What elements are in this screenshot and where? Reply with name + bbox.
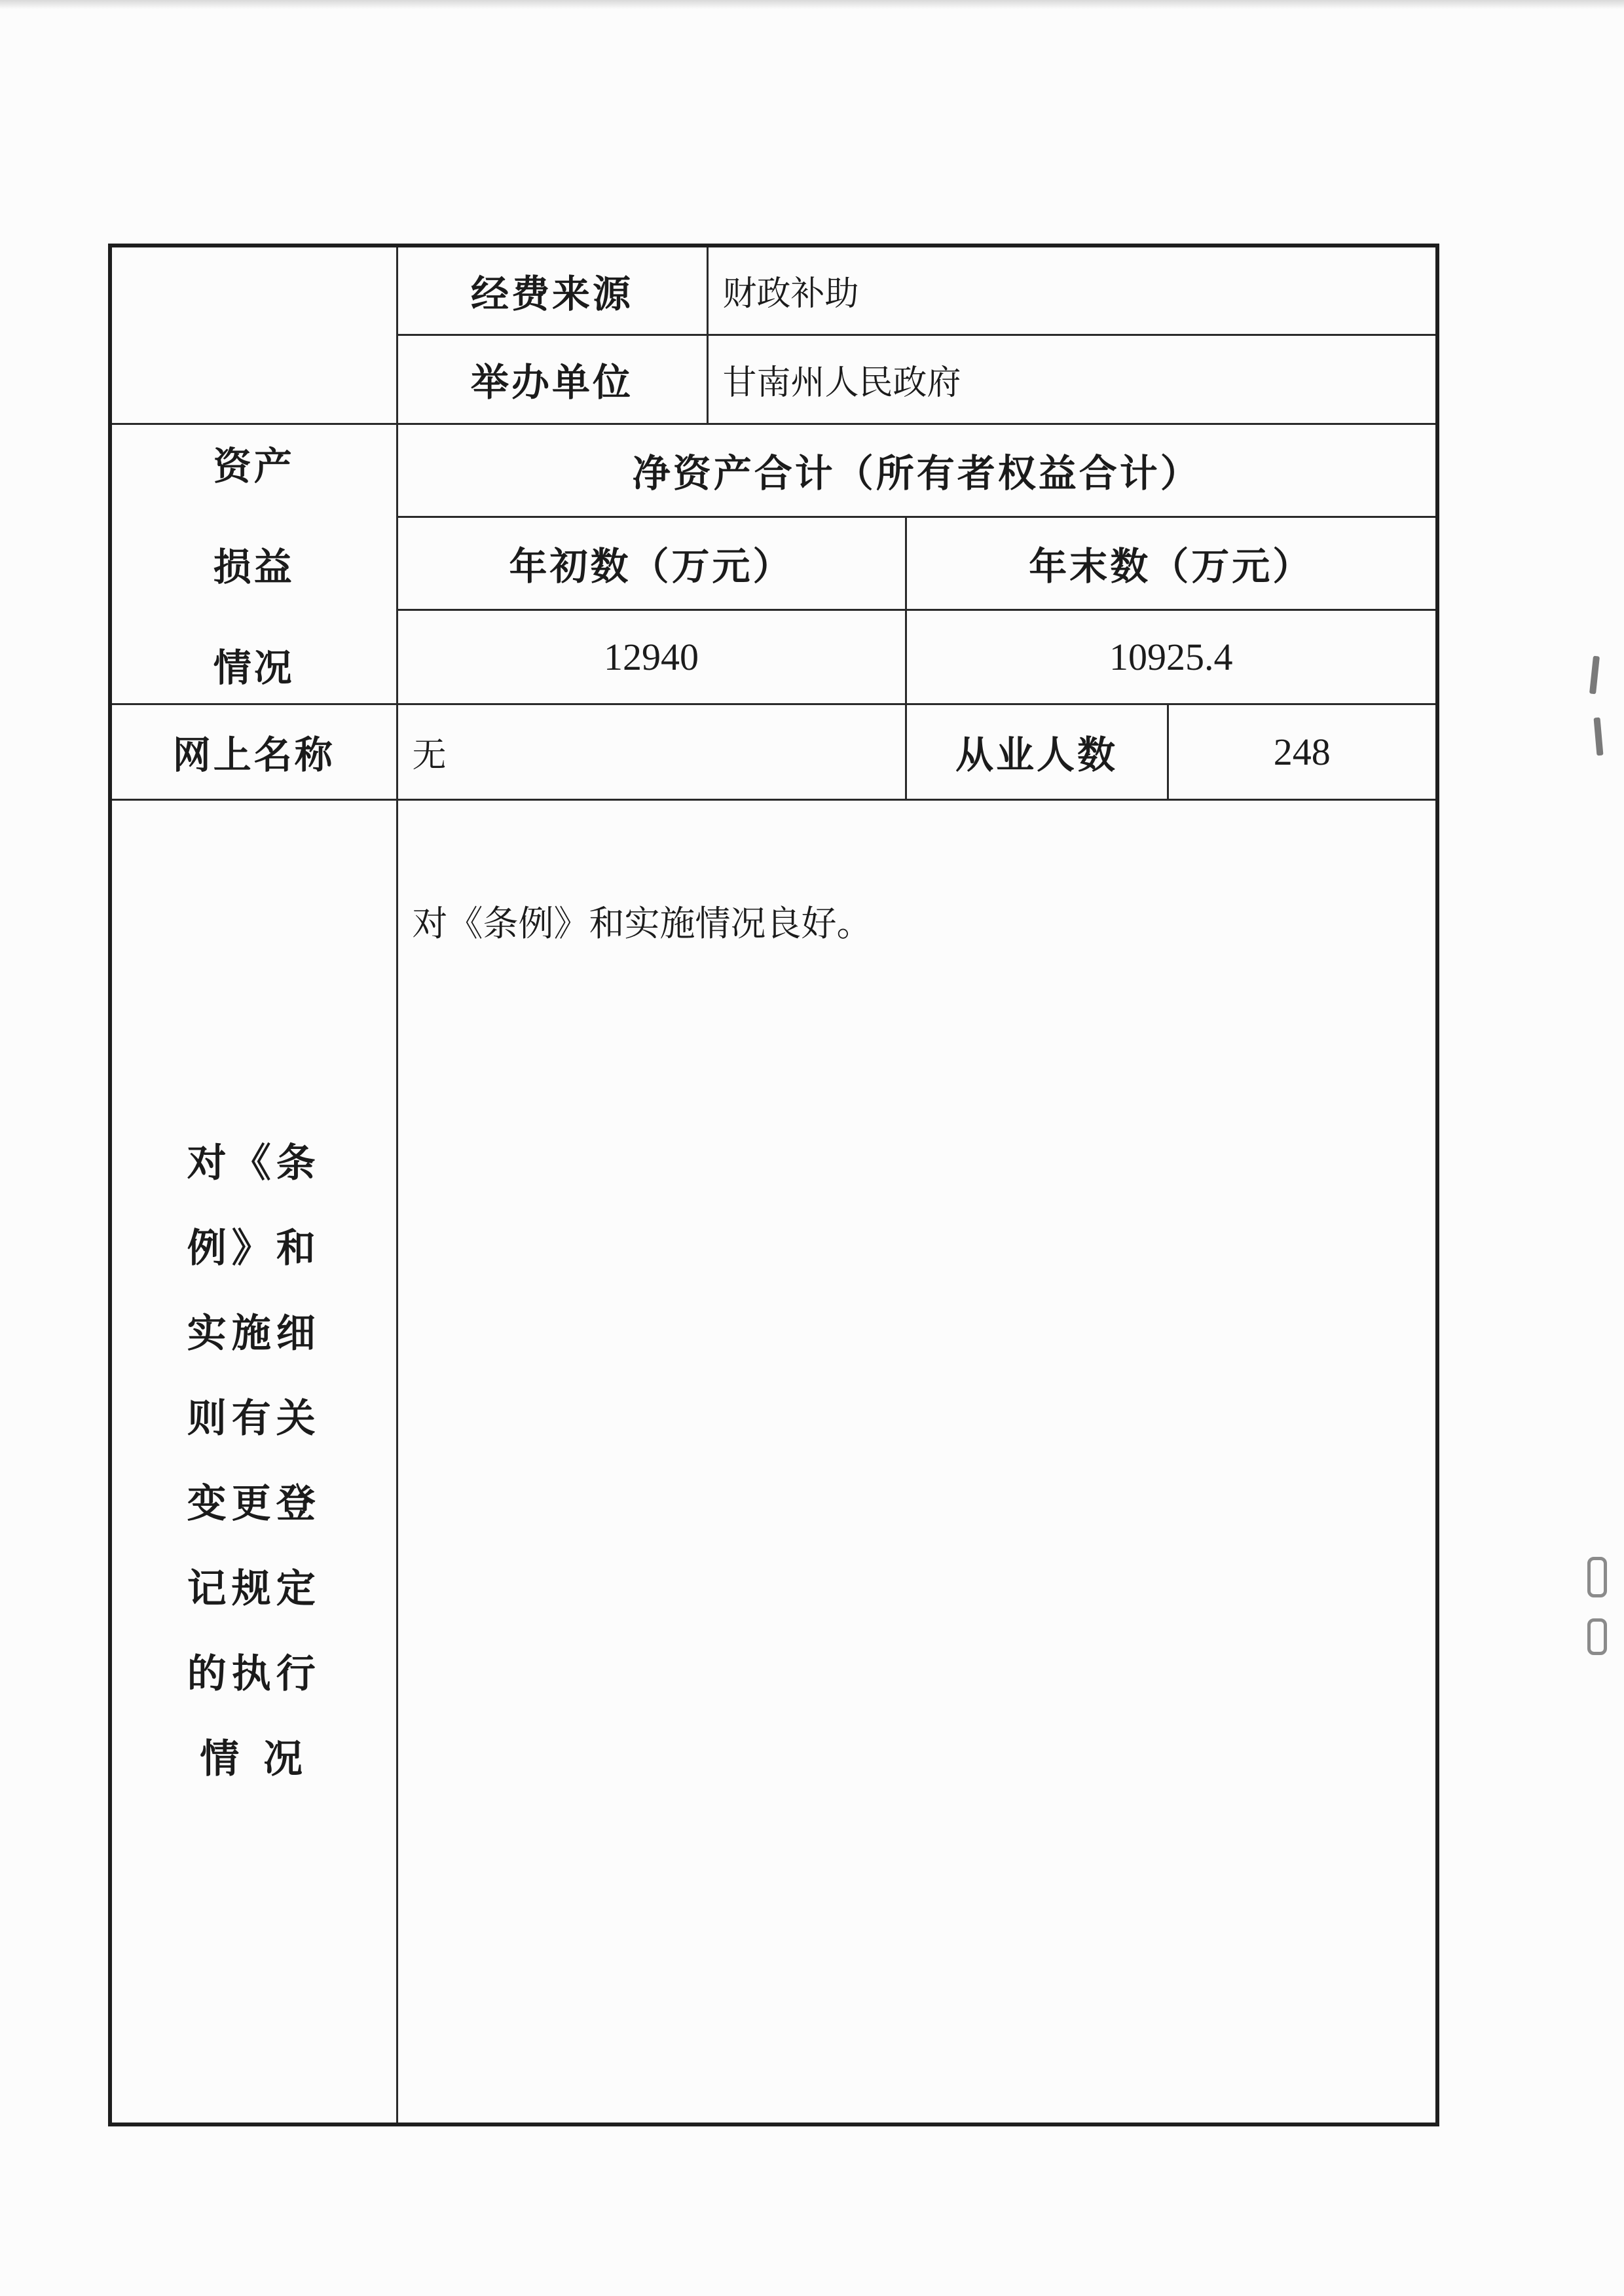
regulation-label-line-8: 情 况 — [200, 1736, 308, 1783]
regulation-label-line-7: 的执行 — [187, 1651, 321, 1698]
employees-label: 从业人数 — [906, 704, 1168, 799]
sponsor-label: 举办单位 — [397, 335, 707, 424]
funding-source-label: 经费来源 — [397, 246, 707, 335]
regulation-label-line-5: 变更登 — [187, 1481, 321, 1527]
binder-mark-icon — [1587, 1557, 1607, 1597]
table-row — [110, 246, 1437, 335]
funding-source-value: 财政补助 — [707, 246, 1437, 335]
regulation-execution-value: 对《条例》和实施情况良好。 — [412, 902, 872, 944]
year-start-value: 12940 — [397, 610, 906, 704]
employees-value: 248 — [1168, 704, 1437, 799]
regulation-label-line-4: 则有关 — [187, 1396, 321, 1442]
assets-label-line-3: 情况 — [213, 646, 295, 690]
year-end-value: 10925.4 — [906, 610, 1437, 704]
assets-label-line-2: 损益 — [213, 545, 295, 589]
regulation-label-line-3: 实施细 — [187, 1311, 321, 1357]
regulation-label-line-6: 记规定 — [187, 1566, 321, 1613]
year-start-label: 年初数（万元） — [397, 517, 906, 610]
blank-header-cell — [110, 246, 397, 424]
assets-section-label — [110, 424, 397, 704]
registration-report-table — [108, 244, 1439, 2126]
table-row — [110, 424, 1437, 517]
online-name-value: 无 — [397, 704, 906, 799]
binder-mark-icon — [1593, 718, 1603, 756]
scan-top-edge — [0, 0, 1624, 9]
regulation-execution-content — [398, 801, 1436, 2123]
regulation-label-line-1: 对《条 — [187, 1140, 321, 1187]
table-row — [110, 704, 1437, 799]
regulation-execution-content-cell — [397, 799, 1437, 2124]
assets-label-line-1: 资产 — [213, 444, 295, 488]
net-assets-header: 净资产合计（所有者权益合计） — [397, 424, 1437, 517]
regulation-label-line-2: 例》和 — [187, 1226, 321, 1272]
binder-mark-icon — [1587, 1618, 1607, 1655]
table-row — [110, 799, 1437, 2124]
online-name-label: 网上名称 — [110, 704, 397, 799]
sponsor-value: 甘南州人民政府 — [707, 335, 1437, 424]
binder-mark-icon — [1589, 656, 1600, 695]
regulation-execution-label — [110, 799, 397, 2124]
year-end-label: 年末数（万元） — [906, 517, 1437, 610]
